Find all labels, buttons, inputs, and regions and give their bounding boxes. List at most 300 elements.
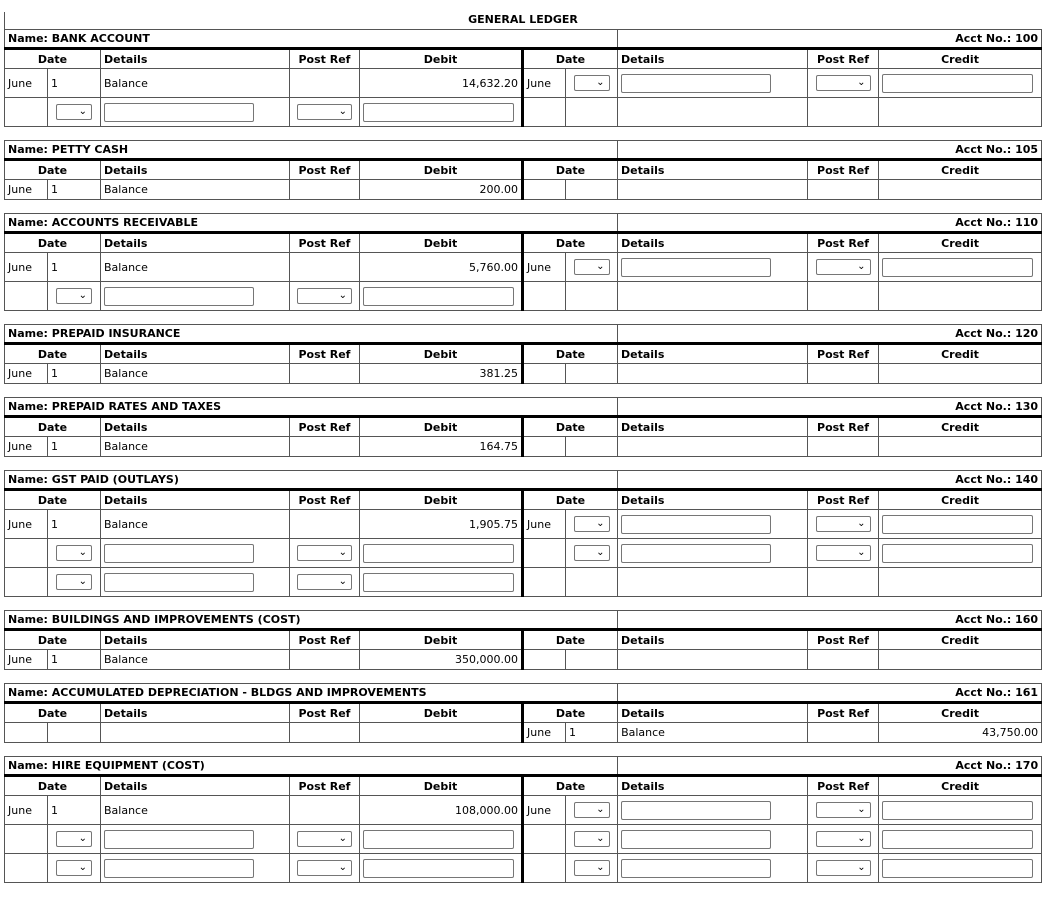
account-number-value: 110 — [1015, 216, 1039, 229]
debit-month — [5, 539, 48, 568]
header-credit: Credit — [879, 49, 1042, 69]
header-credit-post-ref: Post Ref — [808, 233, 879, 253]
header-credit: Credit — [879, 490, 1042, 510]
debit-post-ref-select[interactable] — [297, 574, 352, 590]
header-credit-post-ref: Post Ref — [808, 490, 879, 510]
debit-post-ref-select[interactable] — [297, 860, 352, 876]
chevron-down-icon: ⌄ — [78, 547, 87, 558]
debit-details-input[interactable] — [104, 830, 254, 849]
debit-amount — [360, 723, 523, 743]
credit-post-ref-select[interactable] — [816, 831, 871, 847]
header-credit-post-ref: Post Ref — [808, 776, 879, 796]
credit-day-cell — [566, 253, 618, 282]
header-credit-details: Details — [618, 344, 808, 364]
account-number-value: 160 — [1015, 613, 1039, 626]
ledger-row — [5, 282, 1042, 311]
header-credit-date: Date — [523, 630, 618, 650]
credit-details-cell — [618, 510, 808, 539]
credit-details — [618, 282, 808, 311]
header-debit-details: Details — [101, 490, 290, 510]
header-credit-date: Date — [523, 49, 618, 69]
header-debit-date: Date — [5, 344, 101, 364]
debit-details: Balance — [101, 69, 290, 98]
credit-day-cell — [566, 854, 618, 883]
debit-details-input[interactable] — [104, 544, 254, 563]
header-debit-details: Details — [101, 344, 290, 364]
credit-details: Balance — [618, 723, 808, 743]
credit-month — [523, 854, 566, 883]
header-debit-date: Date — [5, 160, 101, 180]
account-number-prefix: Acct No.: — [955, 613, 1016, 626]
debit-post-ref — [290, 437, 360, 457]
header-credit-date: Date — [523, 703, 618, 723]
debit-post-ref — [290, 69, 360, 98]
credit-day-cell — [566, 510, 618, 539]
header-credit-date: Date — [523, 490, 618, 510]
credit-month — [523, 180, 566, 200]
debit-post-ref-select[interactable] — [297, 831, 352, 847]
header-debit-post-ref: Post Ref — [290, 776, 360, 796]
credit-details — [618, 437, 808, 457]
debit-day: 1 — [48, 796, 101, 825]
header-debit-date: Date — [5, 630, 101, 650]
debit-day-select[interactable] — [56, 545, 92, 561]
account-name-value: HIRE EQUIPMENT (COST) — [51, 759, 205, 772]
debit-amount-input[interactable] — [363, 287, 514, 306]
account-name-value: PREPAID RATES AND TAXES — [51, 400, 222, 413]
credit-amount-input[interactable] — [882, 74, 1033, 93]
credit-amount-input[interactable] — [882, 859, 1033, 878]
header-credit-details: Details — [618, 490, 808, 510]
credit-details-input[interactable] — [621, 830, 771, 849]
debit-post-ref-cell — [290, 854, 360, 883]
account-number-value: 100 — [1015, 32, 1039, 45]
credit-day-select[interactable] — [574, 259, 610, 275]
debit-post-ref-cell — [290, 98, 360, 127]
header-debit-date: Date — [5, 233, 101, 253]
account-name — [5, 30, 618, 49]
debit-details-cell — [101, 568, 290, 597]
credit-post-ref-select[interactable] — [816, 516, 871, 532]
credit-post-ref-select[interactable] — [816, 802, 871, 818]
credit-amount — [879, 282, 1042, 311]
header-credit: Credit — [879, 344, 1042, 364]
debit-details-input[interactable] — [104, 287, 254, 306]
chevron-down-icon: ⌄ — [596, 518, 605, 529]
credit-day-select[interactable] — [574, 516, 610, 532]
chevron-down-icon: ⌄ — [857, 547, 866, 558]
credit-details-cell — [618, 854, 808, 883]
debit-month — [5, 98, 48, 127]
account-name-prefix: Name: — [8, 327, 52, 340]
credit-post-ref-cell — [808, 510, 879, 539]
debit-post-ref — [290, 180, 360, 200]
header-debit: Debit — [360, 630, 523, 650]
header-debit: Debit — [360, 776, 523, 796]
account-number-prefix: Acct No.: — [955, 400, 1016, 413]
debit-details-cell — [101, 539, 290, 568]
debit-amount-input[interactable] — [363, 544, 514, 563]
account-name — [5, 757, 618, 776]
header-credit: Credit — [879, 703, 1042, 723]
ledger-row — [5, 568, 1042, 597]
chevron-down-icon: ⌄ — [857, 77, 866, 88]
debit-day-select[interactable] — [56, 288, 92, 304]
debit-amount: 350,000.00 — [360, 650, 523, 670]
credit-details-input[interactable] — [621, 801, 771, 820]
credit-amount: 43,750.00 — [879, 723, 1042, 743]
credit-post-ref-cell — [808, 539, 879, 568]
credit-details-input[interactable] — [621, 258, 771, 277]
credit-day — [566, 650, 618, 670]
header-debit-details: Details — [101, 776, 290, 796]
ledger-row — [5, 723, 1042, 743]
credit-month — [523, 98, 566, 127]
credit-amount — [879, 568, 1042, 597]
header-debit-date: Date — [5, 703, 101, 723]
ledger-row — [5, 180, 1042, 200]
account-number-value: 130 — [1015, 400, 1039, 413]
header-credit-post-ref: Post Ref — [808, 630, 879, 650]
debit-amount-input[interactable] — [363, 830, 514, 849]
header-credit-post-ref: Post Ref — [808, 49, 879, 69]
credit-month — [523, 437, 566, 457]
credit-day-select[interactable] — [574, 802, 610, 818]
debit-amount-input[interactable] — [363, 859, 514, 878]
chevron-down-icon: ⌄ — [857, 518, 866, 529]
debit-day-cell — [48, 854, 101, 883]
credit-post-ref-cell — [808, 854, 879, 883]
account-name-value: BANK ACCOUNT — [51, 32, 150, 45]
debit-post-ref — [290, 723, 360, 743]
ledger-row — [5, 854, 1042, 883]
account-name-prefix: Name: — [8, 32, 52, 45]
account-name-value: ACCUMULATED DEPRECIATION - BLDGS AND IMPROVEMENTS — [51, 686, 427, 699]
credit-amount-input[interactable] — [882, 258, 1033, 277]
credit-amount — [879, 180, 1042, 200]
chevron-down-icon: ⌄ — [596, 862, 605, 873]
credit-amount-cell — [879, 69, 1042, 98]
account-number — [618, 214, 1042, 233]
chevron-down-icon: ⌄ — [596, 77, 605, 88]
debit-details-cell — [101, 854, 290, 883]
credit-details — [618, 180, 808, 200]
credit-details-cell — [618, 69, 808, 98]
debit-amount: 5,760.00 — [360, 253, 523, 282]
credit-day-select[interactable] — [574, 860, 610, 876]
credit-post-ref — [808, 650, 879, 670]
debit-month: June — [5, 69, 48, 98]
credit-day: 1 — [566, 723, 618, 743]
credit-day — [566, 568, 618, 597]
account-name-value: PREPAID INSURANCE — [51, 327, 181, 340]
debit-amount-cell — [360, 539, 523, 568]
debit-amount-cell — [360, 98, 523, 127]
debit-details: Balance — [101, 364, 290, 384]
credit-details — [618, 364, 808, 384]
ledger-account — [4, 29, 1042, 127]
header-credit-details: Details — [618, 630, 808, 650]
debit-details-input[interactable] — [104, 859, 254, 878]
account-name-prefix: Name: — [8, 759, 52, 772]
credit-details — [618, 98, 808, 127]
header-credit-date: Date — [523, 344, 618, 364]
ledger-account — [4, 324, 1042, 384]
debit-amount-input[interactable] — [363, 573, 514, 592]
credit-amount-cell — [879, 253, 1042, 282]
credit-month — [523, 825, 566, 854]
header-debit-details: Details — [101, 417, 290, 437]
header-credit-date: Date — [523, 776, 618, 796]
credit-month — [523, 364, 566, 384]
account-number — [618, 398, 1042, 417]
chevron-down-icon: ⌄ — [857, 804, 866, 815]
header-credit: Credit — [879, 630, 1042, 650]
ledger-row — [5, 796, 1042, 825]
debit-month — [5, 568, 48, 597]
credit-post-ref — [808, 723, 879, 743]
credit-day — [566, 437, 618, 457]
chevron-down-icon: ⌄ — [857, 833, 866, 844]
debit-day-cell — [48, 568, 101, 597]
account-number-prefix: Acct No.: — [955, 686, 1016, 699]
account-name-prefix: Name: — [8, 613, 52, 626]
credit-post-ref-cell — [808, 825, 879, 854]
credit-month: June — [523, 69, 566, 98]
debit-post-ref-select[interactable] — [297, 104, 352, 120]
ledger-account — [4, 610, 1042, 670]
debit-amount-cell — [360, 854, 523, 883]
header-debit-post-ref: Post Ref — [290, 233, 360, 253]
credit-month: June — [523, 510, 566, 539]
credit-details — [618, 568, 808, 597]
credit-amount-cell — [879, 539, 1042, 568]
credit-details-input[interactable] — [621, 515, 771, 534]
chevron-down-icon: ⌄ — [596, 833, 605, 844]
chevron-down-icon: ⌄ — [78, 290, 87, 301]
header-debit-date: Date — [5, 776, 101, 796]
debit-details-input[interactable] — [104, 103, 254, 122]
credit-details-cell — [618, 539, 808, 568]
header-debit: Debit — [360, 344, 523, 364]
debit-month — [5, 723, 48, 743]
header-credit-date: Date — [523, 160, 618, 180]
credit-details-input[interactable] — [621, 74, 771, 93]
credit-details-input[interactable] — [621, 544, 771, 563]
debit-amount-cell — [360, 282, 523, 311]
chevron-down-icon: ⌄ — [338, 833, 347, 844]
account-number-prefix: Acct No.: — [955, 759, 1016, 772]
credit-post-ref-select[interactable] — [816, 860, 871, 876]
debit-month: June — [5, 650, 48, 670]
ledger-list — [4, 29, 1049, 883]
account-name — [5, 611, 618, 630]
debit-day: 1 — [48, 510, 101, 539]
credit-post-ref-select[interactable] — [816, 545, 871, 561]
debit-post-ref — [290, 510, 360, 539]
credit-day — [566, 364, 618, 384]
header-credit: Credit — [879, 160, 1042, 180]
debit-post-ref-select[interactable] — [297, 288, 352, 304]
debit-post-ref — [290, 796, 360, 825]
credit-details-input[interactable] — [621, 859, 771, 878]
credit-amount-input[interactable] — [882, 830, 1033, 849]
credit-post-ref — [808, 568, 879, 597]
debit-post-ref-select[interactable] — [297, 545, 352, 561]
header-debit: Debit — [360, 160, 523, 180]
header-credit-details: Details — [618, 417, 808, 437]
ledger-row — [5, 539, 1042, 568]
account-number — [618, 141, 1042, 160]
chevron-down-icon: ⌄ — [338, 290, 347, 301]
account-number-prefix: Acct No.: — [955, 327, 1016, 340]
credit-amount-cell — [879, 796, 1042, 825]
debit-day: 1 — [48, 180, 101, 200]
credit-day-select[interactable] — [574, 75, 610, 91]
credit-details-cell — [618, 825, 808, 854]
debit-month: June — [5, 437, 48, 457]
chevron-down-icon: ⌄ — [338, 576, 347, 587]
ledger-row — [5, 69, 1042, 98]
account-name-prefix: Name: — [8, 473, 52, 486]
chevron-down-icon: ⌄ — [338, 106, 347, 117]
account-number-prefix: Acct No.: — [955, 32, 1016, 45]
ledger-account — [4, 140, 1042, 200]
credit-amount-cell — [879, 825, 1042, 854]
debit-details: Balance — [101, 437, 290, 457]
account-number-value: 170 — [1015, 759, 1039, 772]
account-number-prefix: Acct No.: — [955, 216, 1016, 229]
debit-details: Balance — [101, 253, 290, 282]
account-number-prefix: Acct No.: — [955, 473, 1016, 486]
debit-amount: 164.75 — [360, 437, 523, 457]
credit-day-cell — [566, 796, 618, 825]
header-debit: Debit — [360, 703, 523, 723]
ledger-row — [5, 825, 1042, 854]
credit-post-ref — [808, 364, 879, 384]
credit-amount — [879, 437, 1042, 457]
chevron-down-icon: ⌄ — [78, 862, 87, 873]
chevron-down-icon: ⌄ — [78, 106, 87, 117]
account-number-value: 105 — [1015, 143, 1039, 156]
account-number — [618, 684, 1042, 703]
debit-day-cell — [48, 98, 101, 127]
debit-details: Balance — [101, 650, 290, 670]
account-name-value: BUILDINGS AND IMPROVEMENTS (COST) — [51, 613, 301, 626]
credit-month — [523, 282, 566, 311]
account-name — [5, 471, 618, 490]
credit-post-ref — [808, 437, 879, 457]
debit-day-cell — [48, 825, 101, 854]
debit-details: Balance — [101, 180, 290, 200]
header-credit-details: Details — [618, 49, 808, 69]
debit-month: June — [5, 796, 48, 825]
credit-details-cell — [618, 253, 808, 282]
credit-day — [566, 282, 618, 311]
account-name-prefix: Name: — [8, 400, 52, 413]
credit-post-ref-select[interactable] — [816, 75, 871, 91]
debit-day: 1 — [48, 650, 101, 670]
debit-month: June — [5, 364, 48, 384]
page-title: GENERAL LEDGER — [4, 12, 1041, 29]
header-debit-details: Details — [101, 630, 290, 650]
header-credit-post-ref: Post Ref — [808, 417, 879, 437]
credit-amount — [879, 364, 1042, 384]
debit-amount: 381.25 — [360, 364, 523, 384]
credit-month — [523, 539, 566, 568]
chevron-down-icon: ⌄ — [596, 547, 605, 558]
debit-amount: 200.00 — [360, 180, 523, 200]
debit-day-select[interactable] — [56, 860, 92, 876]
header-credit-post-ref: Post Ref — [808, 160, 879, 180]
ledger-account — [4, 683, 1042, 743]
chevron-down-icon: ⌄ — [78, 576, 87, 587]
header-credit: Credit — [879, 233, 1042, 253]
account-name — [5, 325, 618, 344]
debit-month — [5, 825, 48, 854]
account-number — [618, 325, 1042, 344]
credit-amount-input[interactable] — [882, 801, 1033, 820]
header-debit-details: Details — [101, 49, 290, 69]
account-number-value: 140 — [1015, 473, 1039, 486]
header-debit-post-ref: Post Ref — [290, 703, 360, 723]
header-credit-details: Details — [618, 703, 808, 723]
credit-post-ref — [808, 282, 879, 311]
account-number-value: 161 — [1015, 686, 1039, 699]
header-debit-post-ref: Post Ref — [290, 490, 360, 510]
account-number-prefix: Acct No.: — [955, 143, 1016, 156]
chevron-down-icon: ⌄ — [596, 804, 605, 815]
debit-amount-input[interactable] — [363, 103, 514, 122]
credit-amount-cell — [879, 854, 1042, 883]
credit-day-select[interactable] — [574, 831, 610, 847]
header-debit-post-ref: Post Ref — [290, 630, 360, 650]
debit-details-input[interactable] — [104, 573, 254, 592]
credit-post-ref — [808, 180, 879, 200]
debit-day-select[interactable] — [56, 574, 92, 590]
credit-amount — [879, 650, 1042, 670]
account-number — [618, 611, 1042, 630]
credit-details-cell — [618, 796, 808, 825]
debit-day-select[interactable] — [56, 831, 92, 847]
credit-post-ref-cell — [808, 69, 879, 98]
credit-amount-input[interactable] — [882, 544, 1033, 563]
chevron-down-icon: ⌄ — [338, 547, 347, 558]
debit-day-cell — [48, 539, 101, 568]
header-debit: Debit — [360, 417, 523, 437]
ledger-row — [5, 253, 1042, 282]
header-credit-details: Details — [618, 233, 808, 253]
debit-post-ref — [290, 364, 360, 384]
credit-month — [523, 650, 566, 670]
debit-post-ref-cell — [290, 539, 360, 568]
ledger-row — [5, 364, 1042, 384]
ledger-account — [4, 213, 1042, 311]
account-name-value: ACCOUNTS RECEIVABLE — [51, 216, 199, 229]
debit-details-cell — [101, 282, 290, 311]
debit-amount: 1,905.75 — [360, 510, 523, 539]
debit-day-select[interactable] — [56, 104, 92, 120]
account-number — [618, 30, 1042, 49]
credit-post-ref-select[interactable] — [816, 259, 871, 275]
ledger-row — [5, 510, 1042, 539]
credit-day — [566, 98, 618, 127]
credit-post-ref-cell — [808, 796, 879, 825]
credit-amount-input[interactable] — [882, 515, 1033, 534]
debit-amount: 14,632.20 — [360, 69, 523, 98]
credit-day-select[interactable] — [574, 545, 610, 561]
header-credit: Credit — [879, 417, 1042, 437]
